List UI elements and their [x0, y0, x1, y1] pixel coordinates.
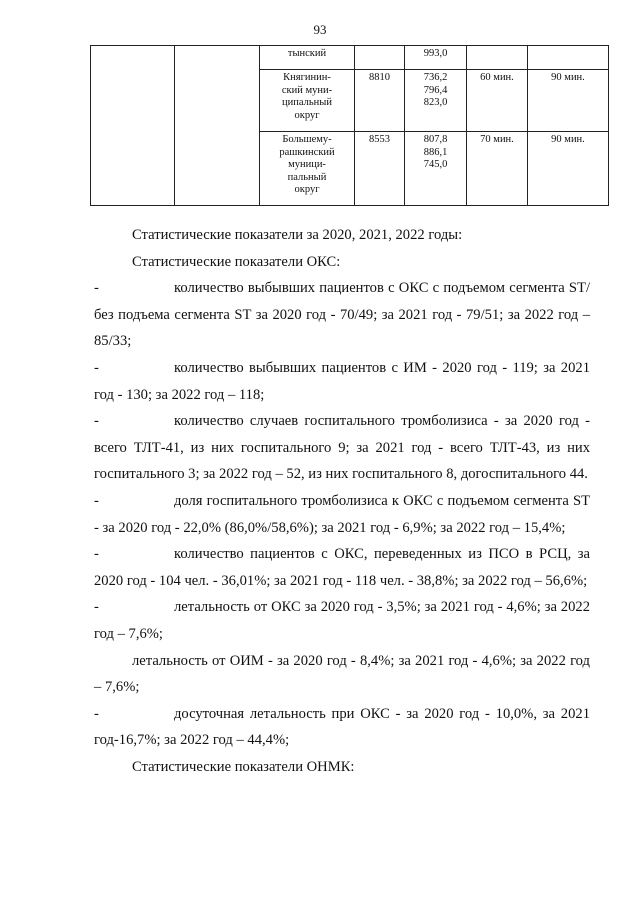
list-dash: -: [94, 413, 99, 430]
list-item: [94, 594, 590, 647]
table-cell-values: [405, 46, 467, 70]
list-item: [94, 701, 590, 754]
value-line: 796,4: [423, 84, 448, 96]
value-line: 736,2: [423, 72, 448, 83]
list-item: [94, 541, 590, 594]
list-dash: -: [94, 280, 99, 297]
table-cell-district: тынский: [260, 46, 355, 70]
table-cell-time1: [467, 46, 528, 70]
list-dash: -: [94, 546, 99, 563]
table-cell-population: 8810: [355, 70, 405, 132]
table-row: [91, 46, 609, 70]
list-item-text: доля госпитального тромболизиса к ОКС с подъемом сегмента ST - за 2020 год - 22,0% (86,0%/58,6%); за 2021 год - 6,9%; за 2022 год – 15,4%;: [94, 492, 590, 536]
value-line: 823,0: [423, 97, 448, 108]
body-text: [94, 222, 590, 780]
value-line: 886,1: [423, 146, 448, 158]
page-number: 93: [313, 22, 327, 37]
heading-oks: Статистические показатели ОКС:: [132, 253, 341, 270]
list-item: [94, 275, 590, 355]
value-line: 745,0: [423, 159, 448, 170]
table-cell-time2: [528, 46, 609, 70]
list-item-text: количество выбывших пациентов с ИМ - 2020 год - 119; за 2021 год - 130; за 2022 год – 118;: [94, 359, 590, 403]
table-cell-district: Княгинин- ский муни- ципальный округ: [260, 70, 355, 132]
table-cell-empty: [175, 46, 260, 206]
value-line: 807,8: [423, 134, 448, 145]
list-dash: -: [94, 599, 99, 616]
list-item-text: летальность от ОКС за 2020 год - 3,5%; за 2021 год - 4,6%; за 2022 год – 7,6%;: [94, 599, 590, 642]
table-cell-time2: 90 мин.: [528, 132, 609, 206]
table-cell-district: Большему- рашкинский муници- пальный округ: [260, 132, 355, 206]
list-dash: -: [94, 492, 99, 509]
list-item-text: досуточная летальность при ОКС - за 2020 год - 10,0%, за 2021 год-16,7%; за 2022 год – 44,4%;: [94, 705, 590, 749]
table-cell-time1: 70 мин.: [467, 132, 528, 206]
table-cell-time1: 60 мин.: [467, 70, 528, 132]
list-item: [94, 355, 590, 408]
table-cell-values: [405, 132, 467, 206]
table-cell-time2: 90 мин.: [528, 70, 609, 132]
value-line: 993,0: [423, 48, 448, 59]
list-item-plain: летальность от ОИМ - за 2020 год - 8,4%; за 2021 год - 4,6%; за 2022 год – 7,6%;: [94, 652, 590, 696]
list-item-text: количество случаев госпитального тромболизиса - за 2020 год - всего ТЛТ-41, из них госпитального 9; за 2021 год - всего ТЛТ-43, из них госпитального 3; за 2022 год – 52, из них госпитального 8, догоспитального 44.: [94, 413, 590, 483]
table-cell-empty: [91, 46, 175, 206]
list-item: [94, 488, 590, 541]
list-item-text: количество пациентов с ОКС, переведенных из ПСО в РСЦ, за 2020 год - 104 чел. - 36,01%; за 2021 год - 118 чел. - 38,8%; за 2022 год – 56,6%;: [94, 546, 590, 589]
table-cell-values: [405, 70, 467, 132]
list-item: [94, 408, 590, 488]
list-dash: -: [94, 359, 99, 376]
list-item-text: количество выбывших пациентов с ОКС с подъемом сегмента ST/без подъема сегмента ST за 2020 год - 70/49; за 2021 год - 79/51; за 2022 год – 85/33;: [94, 280, 590, 350]
table-cell-population: [355, 46, 405, 70]
data-table: [90, 45, 609, 206]
heading-onmk: Статистические показатели ОНМК:: [132, 758, 355, 775]
list-dash: -: [94, 705, 99, 722]
table-cell-population: 8553: [355, 132, 405, 206]
heading-stats: Статистические показатели за 2020, 2021, 2022 годы:: [132, 227, 463, 243]
